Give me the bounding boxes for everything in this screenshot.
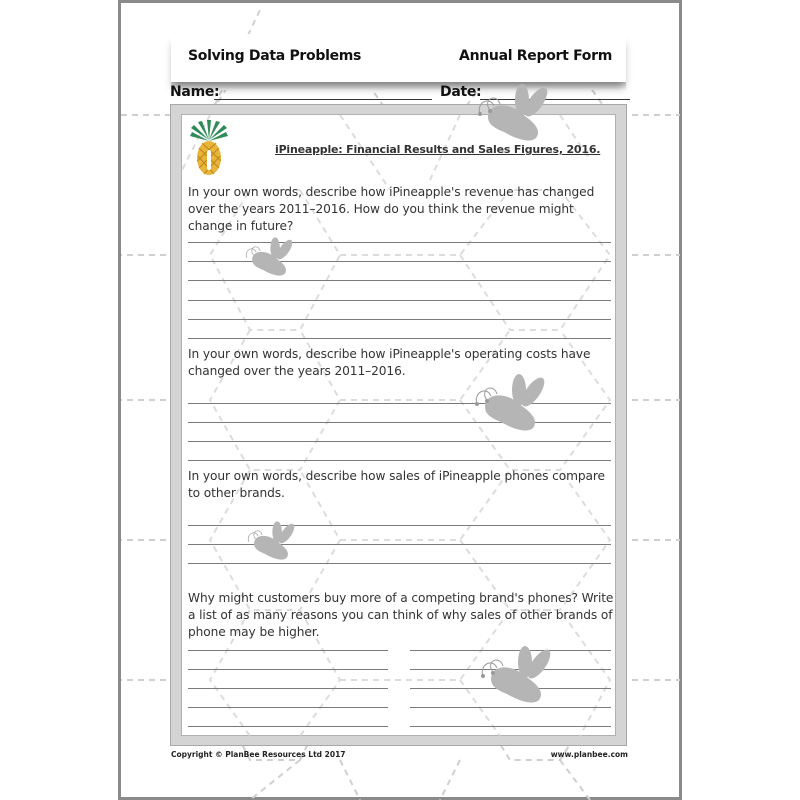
answer-line[interactable] xyxy=(188,319,611,320)
answer-line[interactable] xyxy=(188,338,611,339)
answer-line[interactable] xyxy=(188,280,611,281)
website-link[interactable]: www.planbee.com xyxy=(550,750,628,759)
copyright-text: Copyright © PlanBee Resources Ltd 2017 xyxy=(171,750,346,759)
answer-line[interactable] xyxy=(188,242,611,243)
answer-line-left[interactable] xyxy=(188,726,388,727)
answer-line-right[interactable] xyxy=(410,707,611,708)
date-field[interactable] xyxy=(480,99,630,100)
answer-line-right[interactable] xyxy=(410,650,611,651)
answer-line[interactable] xyxy=(188,441,611,442)
answer-line[interactable] xyxy=(188,544,611,545)
answer-line-left[interactable] xyxy=(188,650,388,651)
answer-line[interactable] xyxy=(188,525,611,526)
question-3: In your own words, describe how sales of iPineapple phones compare to other brands. xyxy=(188,469,605,500)
name-date-row xyxy=(170,84,630,102)
name-field[interactable] xyxy=(214,99,432,100)
answer-line-left[interactable] xyxy=(188,707,388,708)
document-title: iPineapple: Financial Results and Sales Figures, 2016. xyxy=(275,143,601,156)
answer-line-right[interactable] xyxy=(410,726,611,727)
answer-line[interactable] xyxy=(188,563,611,564)
worksheet-subject: Solving Data Problems xyxy=(188,48,362,64)
question-2: In your own words, describe how iPineapple's operating costs have changed over the years 2011–2016. xyxy=(188,347,591,378)
answer-line[interactable] xyxy=(188,460,611,461)
answer-line-right[interactable] xyxy=(410,669,611,670)
question-1: In your own words, describe how iPineapple's revenue has changed over the years 2011–2016. How do you think the revenue might change in future? xyxy=(188,185,595,233)
answer-line-left[interactable] xyxy=(188,688,388,689)
name-label: Name: xyxy=(170,84,220,100)
question-4: Why might customers buy more of a competing brand's phones? Write a list of as many reasons you can think of why sales of other brands of phone may be higher. xyxy=(188,591,614,639)
worksheet-type: Annual Report Form xyxy=(459,48,612,64)
answer-line[interactable] xyxy=(188,300,611,301)
date-label: Date: xyxy=(440,84,482,100)
pineapple-icon xyxy=(188,118,230,178)
answer-line[interactable] xyxy=(188,422,611,423)
answer-line[interactable] xyxy=(188,261,611,262)
answer-line-right[interactable] xyxy=(410,688,611,689)
answer-line[interactable] xyxy=(188,403,611,404)
answer-line-left[interactable] xyxy=(188,669,388,670)
